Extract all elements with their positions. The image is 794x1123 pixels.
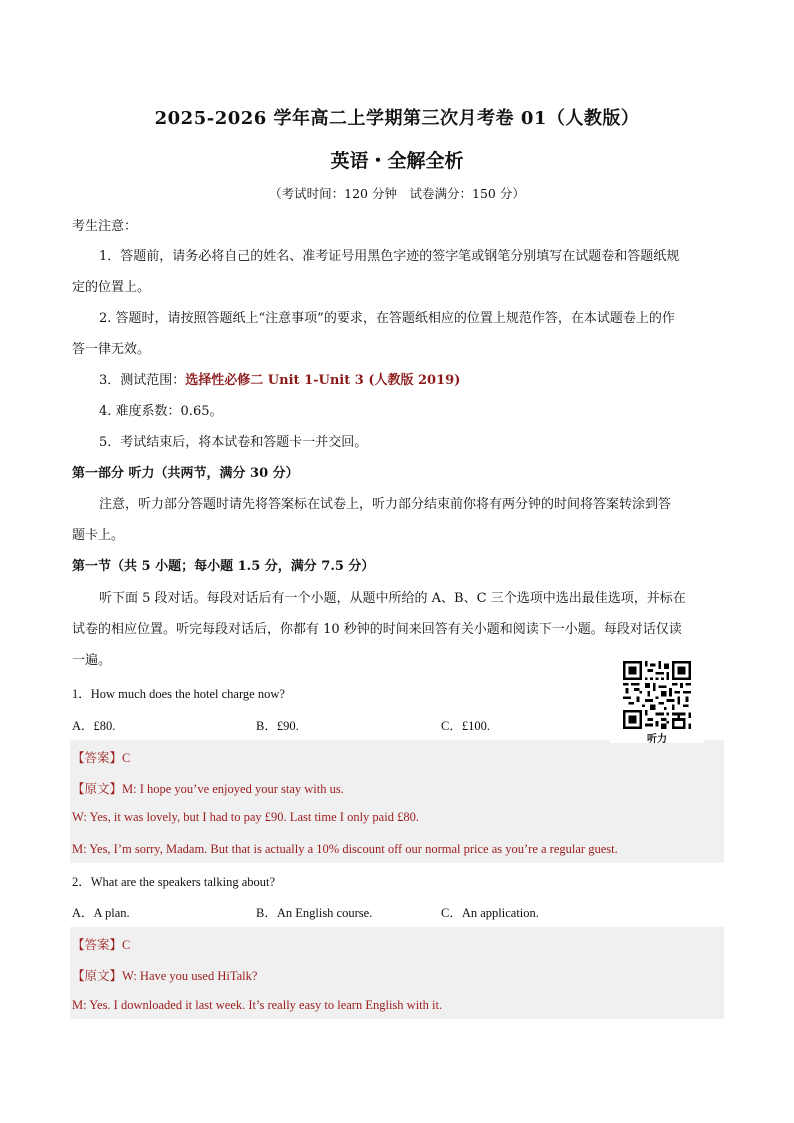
qr-code-icon (622, 661, 692, 729)
notice-item-1a: 1．答题前，请务必将自己的姓名、准考证号用黑色字迹的签字笔或钢笔分别填写在试题卷和答题纸规 (99, 249, 680, 264)
qr-caption: 听力 (647, 734, 667, 745)
question-2-option-c: C．An application. (441, 906, 539, 920)
section1-heading: 第一节（共 5 小题；每小题 1.5 分，满分 7.5 分） (72, 559, 375, 574)
question-1-stem: 1．How much does the hotel charge now? (72, 687, 285, 701)
notice-item-5: 5．考试结束后，将本试卷和答题卡一并交回。 (99, 435, 368, 450)
section1-instr-b: 试卷的相应位置。听完每段对话后，你都有 10 秒钟的时间来回答有关小题和阅读下一小题。每段对话仅读 (72, 622, 682, 637)
question-2-transcript-2: M: Yes. I downloaded it last week. It’s really easy to learn English with it. (72, 998, 443, 1012)
question-1-transcript-3: M: Yes, I’m sorry, Madam. But that is actually a 10% discount off our normal price as you’re a regular guest. (72, 842, 618, 856)
question-2-stem: 2．What are the speakers talking about? (72, 875, 276, 889)
notice-item-1b: 定的位置上。 (72, 280, 151, 295)
question-2-answer: 【答案】C (72, 938, 131, 952)
notice-item-4: 4. 难度系数：0.65。 (99, 404, 223, 419)
page-subtitle: 英语・全解全析 (330, 150, 464, 172)
part1-heading: 第一部分 听力（共两节，满分 30 分） (72, 466, 299, 481)
page-title: 2025-2026 学年高二上学期第三次月考卷 01（人教版） (154, 108, 640, 129)
question-1-option-c: C．£100. (441, 719, 490, 733)
notice-heading: 考生注意： (72, 219, 138, 234)
part1-note-a: 注意，听力部分答题时请先将答案标在试卷上，听力部分结束前你将有两分钟的时间将答案转涂到答 (99, 497, 672, 512)
test-scope: 选择性必修二 Unit 1-Unit 3 (人教版 2019) (185, 373, 461, 388)
exam-info: （考试时间：120 分钟 试卷满分：150 分） (269, 186, 525, 201)
question-2-option-a: A．A plan. (72, 906, 130, 920)
notice-item-2a: 2. 答题时，请按照答题纸上“注意事项”的要求，在答题纸相应的位置上规范作答，在本试题卷上的作 (99, 311, 675, 326)
notice-item-2b: 答一律无效。 (72, 342, 151, 357)
section1-instr-c: 一遍。 (72, 653, 112, 668)
question-1-option-b: B．£90. (256, 719, 299, 733)
listening-qr-block (610, 657, 704, 743)
notice-item-3 (99, 372, 724, 390)
notice-item-3-prefix: 3．测试范围： (99, 373, 186, 388)
question-1-transcript-2: W: Yes, it was lovely, but I had to pay £90. Last time I only paid £80. (72, 810, 419, 824)
question-1-option-a: A．£80. (72, 719, 116, 733)
question-1-transcript-1: 【原文】M: I hope you’ve enjoyed your stay with us. (72, 782, 344, 796)
part1-note-b: 题卡上。 (72, 528, 125, 543)
section1-instr-a: 听下面 5 段对话。每段对话后有一个小题，从题中所给的 A、B、C 三个选项中选出最佳选项，并标在 (99, 591, 686, 606)
question-2-option-b: B．An English course. (256, 906, 373, 920)
question-2-transcript-1: 【原文】W: Have you used HiTalk? (72, 969, 258, 983)
question-1-answer-box (70, 740, 724, 863)
question-1-answer: 【答案】C (72, 751, 131, 765)
question-2-answer-box (70, 927, 724, 1019)
